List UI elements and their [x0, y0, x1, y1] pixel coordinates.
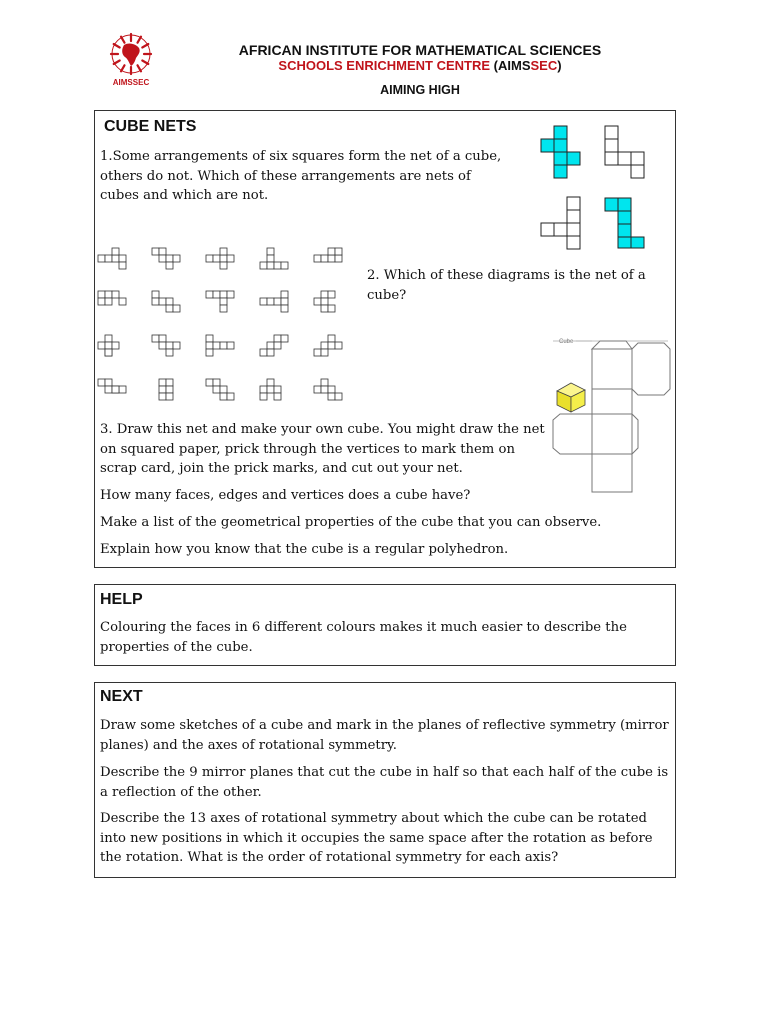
- help-section: [94, 584, 676, 666]
- motto: AIMING HIGH: [380, 83, 460, 97]
- question-3-faces: How many faces, edges and vertices does a cube have?: [100, 488, 471, 503]
- figure-label: Cube: [559, 339, 574, 345]
- logo-text: AIMSSEC: [112, 78, 150, 87]
- help-text: Colouring the faces in 6 different colours makes it much easier to describe the properties of the cube.: [100, 620, 627, 655]
- centre-name: SCHOOLS ENRICHMENT CENTRE (AIMSSEC): [278, 58, 562, 73]
- institute-name: AFRICAN INSTITUTE FOR MATHEMATICAL SCIENCES: [238, 42, 602, 58]
- next-section: [94, 682, 676, 878]
- next-paragraph-1: Draw some sketches of a cube and mark in the planes of reflective symmetry (mirror planes) and the axes of rotational symmetry.: [100, 718, 669, 753]
- section-title: CUBE NETS: [104, 118, 197, 135]
- question-2: 2. Which of these diagrams is the net of a cube?: [367, 268, 646, 303]
- next-paragraph-2: Describe the 9 mirror planes that cut the cube in half so that each half of the cube is a reflection of the other.: [100, 765, 669, 800]
- question-3-polyhedron: Explain how you know that the cube is a regular polyhedron.: [100, 542, 509, 557]
- help-title: HELP: [100, 591, 143, 608]
- question-3-properties: Make a list of the geometrical properties of the cube that you can observe.: [100, 515, 602, 530]
- next-paragraph-3: Describe the 13 axes of rotational symmetry about which the cube can be rotated into new positions in which it occupies the same space after the rotation as before the rotation. What is the order of rotational symmetry for each axis?: [100, 811, 653, 865]
- next-title: NEXT: [100, 688, 143, 705]
- question-3: 3. Draw this net and make your own cube. You might draw the net on squared paper, prick through the vertices to mark them on scrap card, join the prick marks, and cut out your net.: [100, 422, 545, 476]
- question-1: 1.Some arrangements of six squares form the net of a cube, others do not. Which of these arrangements are nets of cubes and which are not.: [100, 149, 502, 203]
